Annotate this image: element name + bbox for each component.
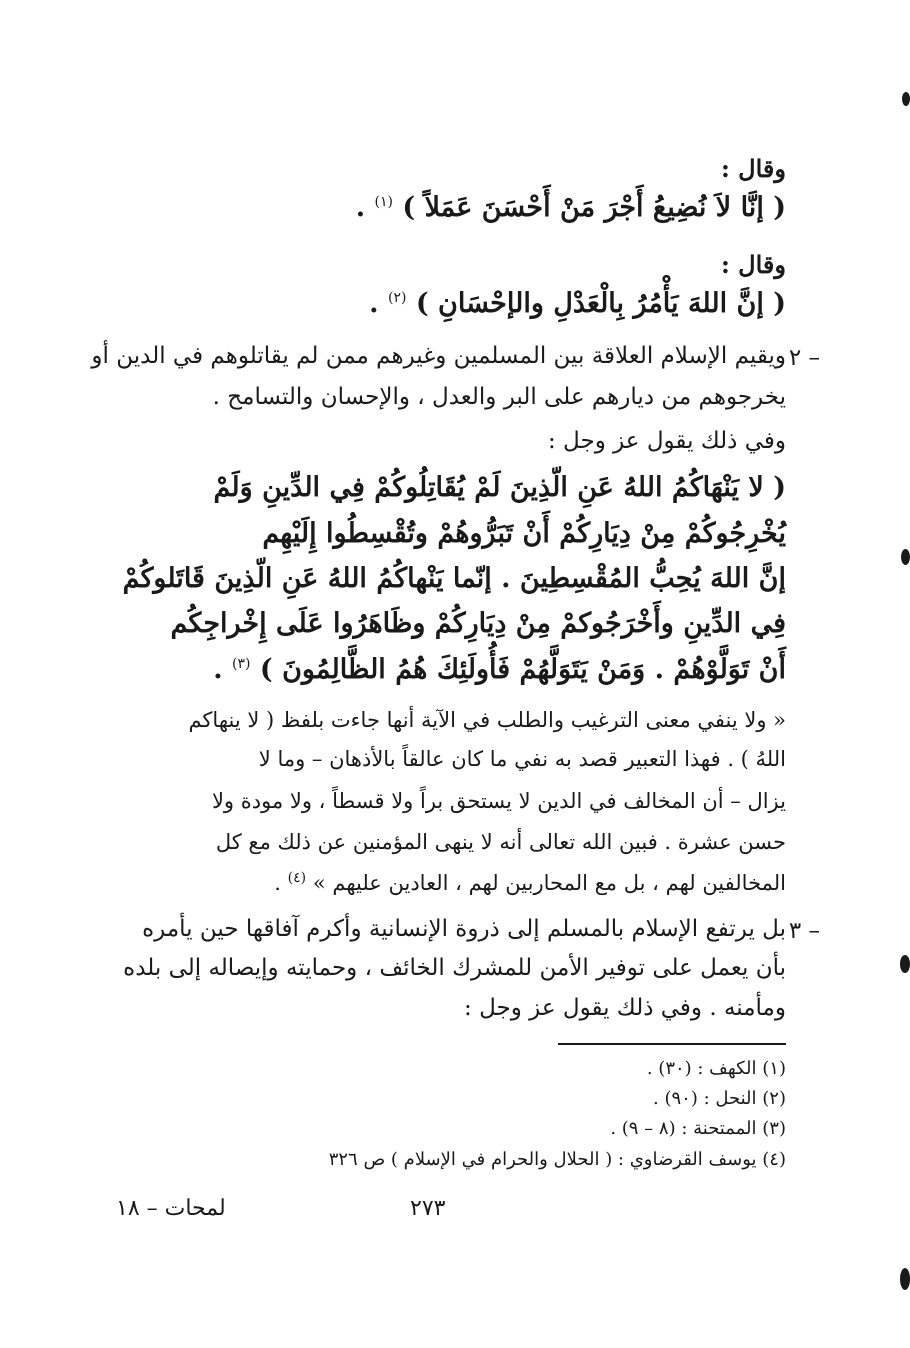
verse-line: فِي الدِّينِ وأَخْرَجُوكمْ مِنْ دِيَارِكُمْ وظَاهَرُوا عَلَى إِخْراجِكُم (170, 608, 786, 639)
footnote-1: (١) الكهف : (٣٠) . (646, 1058, 786, 1079)
footnote-divider (558, 1043, 786, 1045)
quote-line: حسن عشرة . فبين الله تعالى أنه لا ينهى المؤمنين عن ذلك مع كل (215, 830, 786, 854)
verse-text: أَنْ تَوَلَّوْهُمْ . وَمَنْ يَتَوَلَّهُمْ فَأُولَئِكَ هُمُ الظَّالِمُونَ ) (259, 654, 786, 685)
paragraph-line: بل يرتفع الإسلام بالمسلم إلى ذروة الإنسانية وأكرم آفاقها حين يأمره (142, 916, 786, 942)
footnote-4: (٤) يوسف القرضاوي : ( الحلال والحرام في الإسلام ) ص ٣٢٦ (328, 1149, 786, 1170)
page-number: ٢٧٣ (410, 1196, 446, 1221)
quote-line: اللهُ ) . فهذا التعبير قصد به نفي ما كان عالقاً بالأذهان – وما لا (258, 747, 786, 771)
quote-text: المخالفين لهم ، بل مع المحاربين لهم ، العادين عليهم » (312, 871, 786, 895)
verse-text: ( إنَّ اللهَ يَأْمُرُ بِالْعَدْلِ والإحْسَانِ ) (415, 288, 786, 319)
quote-end: . (274, 871, 281, 895)
verse-text: ( إنَّا لاَ نُضِيعُ أَجْرَ مَنْ أَحْسَنَ عَمَلاً ) (402, 192, 786, 223)
point-number-2: ٢ – (788, 345, 820, 371)
verse-line (213, 654, 786, 685)
footnote-2: (٢) النحل : (٩٠) . (653, 1088, 786, 1109)
quote-line (116, 870, 786, 895)
paragraph-line: ويقيم الإسلام العلاقة بين المسلمين وغيرهم ممن لم يقاتلوهم في الدين أو (91, 343, 786, 369)
paragraph-line: ومأمنه . وفي ذلك يقول عز وجل : (464, 995, 786, 1021)
intro-line: وفي ذلك يقول عز وجل : (548, 428, 786, 454)
footnote-ref: (٢) (387, 290, 407, 306)
scan-blot (900, 955, 910, 973)
scan-blot (902, 92, 910, 106)
verse-line: ( لا يَنْهَاكُمُ اللهُ عَنِ الّذِينَ لَمْ يُقَاتِلُوكُمْ فِي الدِّينِ وَلَمْ (213, 472, 786, 503)
said-label-2: وقال : (720, 250, 786, 279)
paragraph-line: يخرجوهم من ديارهم على البر والعدل ، والإحسان والتسامح . (212, 384, 786, 410)
said-label-1: وقال : (720, 154, 786, 183)
quote-line: يزال – أن المخالف في الدين لا يستحق براً ولا قسطاً ، ولا مودة ولا (211, 789, 786, 813)
quote-line: « ولا ينفي معنى الترغيب والطلب في الآية أنها جاءت بلفظ ( لا ينهاكم (188, 708, 786, 732)
footnote-ref: (٤) (287, 870, 307, 886)
verse-end: . (369, 288, 379, 319)
paragraph-line: بأن يعمل على توفير الأمن للمشرك الخائف ، وحمايته وإيصاله إلى بلده (123, 955, 786, 981)
footnote-ref: (١) (374, 194, 393, 210)
footnote-3: (٣) الممتحنة : (٨ – ٩) . (610, 1118, 786, 1139)
point-number-3: ٣ – (788, 918, 820, 944)
verse-line: إنَّ اللهَ يُحِبُّ المُقْسِطِينَ . إنّما يَنْهاكُمُ اللهُ عَنِ الّذِينَ قَاتَلوكُمْ (122, 563, 786, 594)
scan-blot (901, 549, 910, 565)
verse-end: . (355, 192, 366, 223)
verse-line-2 (369, 288, 786, 319)
footnote-ref: (٣) (232, 656, 251, 672)
scan-blot (900, 1268, 910, 1290)
verse-line: يُخْرِجُوكُمْ مِنْ دِيَارِكُمْ أَنْ تَبَرُّوهُمْ وتُقْسِطُوا إِلَيْهِم (262, 518, 786, 549)
signature-mark: لمحات – ١٨ (116, 1196, 226, 1221)
verse-line-1 (356, 192, 786, 223)
verse-end: . (213, 654, 223, 685)
